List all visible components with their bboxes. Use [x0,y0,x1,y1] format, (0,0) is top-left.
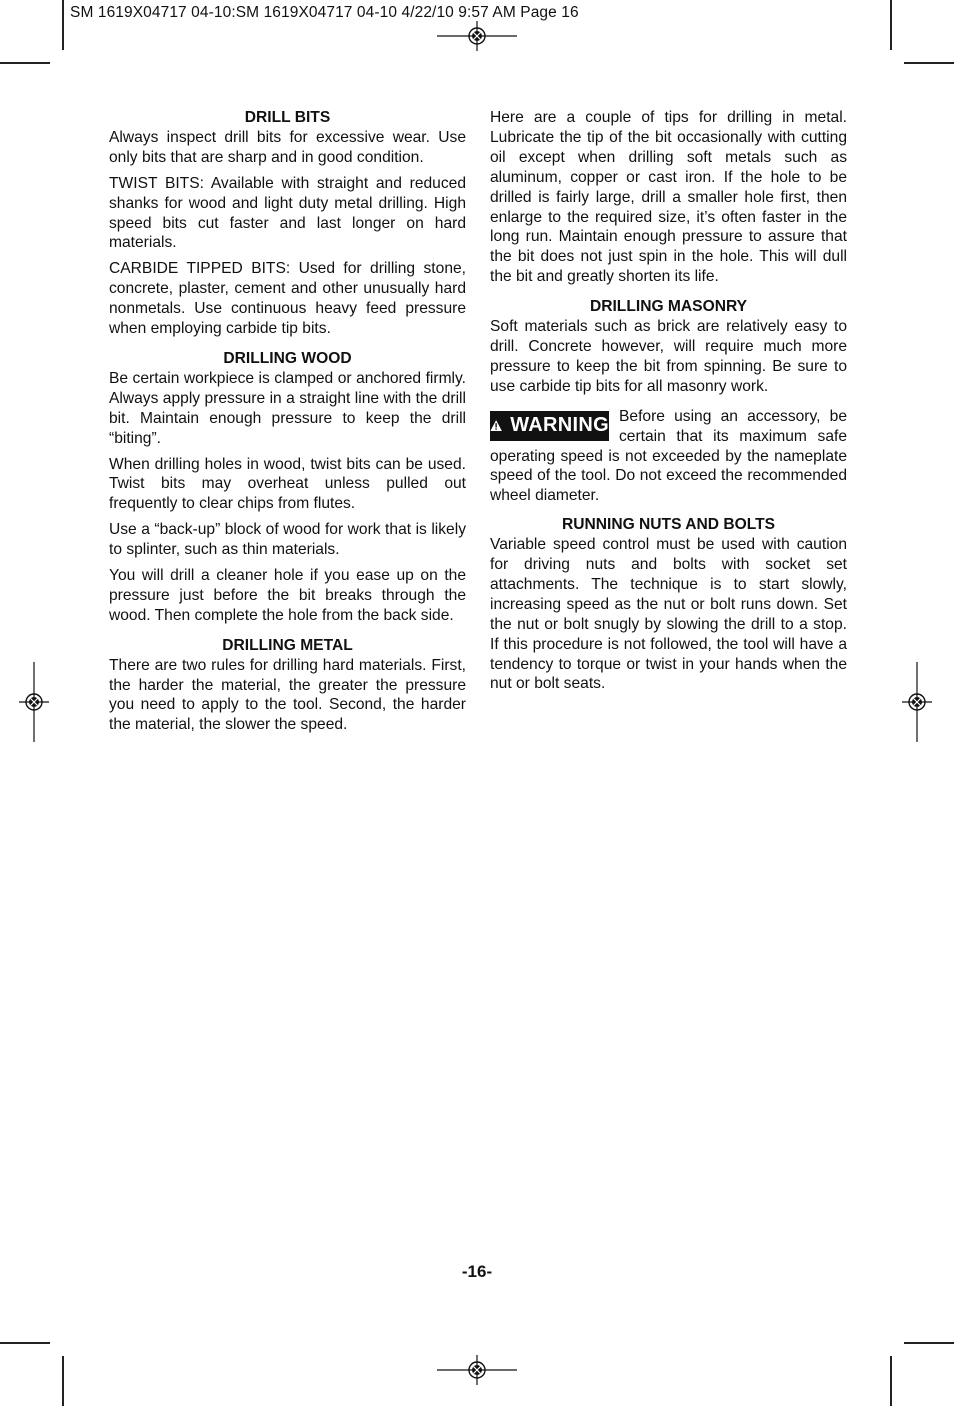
crop-mark-top-left-v [62,0,64,50]
warning-badge [490,411,609,441]
paragraph-carbide-bits: CARBIDE TIPPED BITS: Used for drilling stone, concrete, plaster, cement and other unusually hard nonmetals. Use continuous heavy feed pressure when employing carbide tip bits. [109,260,466,338]
paragraph-running-nuts-bolts: Variable speed control must be used with caution for driving nuts and bolts with socket set attachments. The technique is to start slowly, increasing speed as the nut or bolt runs down. Set the nut or bolt snugly by slowing the drill to a stop. If this procedure is not followed, the tool will have a tendency to torque or twist in your hands when the nut or bolt seats. [490,536,847,693]
paragraph-metal-tips: Here are a couple of tips for drilling in metal. Lubricate the tip of the bit occasionally with cutting oil except when drilling soft metals such as aluminum, copper or cast iron. If the hole to be drilled is fairly large, drill a smaller hole first, then enlarge to the required size, it’s often faster in the long run. Maintain enough pressure to assure that the bit does not just spin in the hole. This will dull the bit and greatly shorten its life. [490,109,847,286]
warning-triangle-icon [490,417,502,434]
paragraph-metal-rules: There are two rules for drilling hard materials. First, the harder the material, the greater the pressure you need to apply to the tool. Second, the harder the material, the slower the speed. [109,656,466,734]
crop-mark-bottom-right-v [890,1356,892,1406]
paragraph-drill-bits-inspect: Always inspect drill bits for excessive wear. Use only bits that are sharp and in good condition. [109,128,466,166]
heading-drilling-metal: DRILLING METAL [222,636,353,654]
crop-mark-top-right-v [890,0,892,50]
paragraph-wood-clamp: Be certain workpiece is clamped or anchored firmly. Always apply pressure in a straight line with the drill bit. Maintain enough pressure to keep the drill “biting”. [109,369,466,447]
heading-drilling-wood: DRILLING WOOD [223,349,352,367]
paragraph-wood-backup-block: Use a “back-up” block of wood for work that is likely to splinter, such as thin materials. [109,521,466,559]
crop-mark-bottom-left-v [62,1356,64,1406]
warning-block [490,407,847,507]
heading-drilling-masonry: DRILLING MASONRY [589,298,748,316]
crop-mark-top-right-h [904,62,954,64]
crop-mark-bottom-right-h [904,1342,954,1344]
warning-label: WARNING [510,413,609,436]
paragraph-wood-twist-bits: When drilling holes in wood, twist bits can be used. Twist bits may overheat unless pulled out frequently to clear chips from flutes. [109,455,466,513]
crop-mark-top-left-h [0,62,50,64]
print-slug: SM 1619X04717 04-10:SM 1619X04717 04-10 4/22/10 9:57 AM Page 16 [70,4,579,21]
right-column [490,108,847,700]
warning-text: Before using an accessory, be certain that its maximum safe operating speed is not exceeded by the nameplate speed of the tool. Do not exceed the recommended wheel diameter. [490,407,847,505]
heading-running-nuts-bolts: RUNNING NUTS AND BOLTS [561,516,776,534]
crop-mark-bottom-left-h [0,1342,50,1344]
heading-drill-bits: DRILL BITS [244,109,331,126]
paragraph-wood-cleaner-hole: You will drill a cleaner hole if you ease up on the pressure just before the bit breaks through the wood. Then complete the hole from the back side. [109,567,466,624]
paragraph-masonry: Soft materials such as brick are relatively easy to drill. Concrete however, will require much more pressure to keep the bit from spinning. Be sure to use carbide tip bits for all masonry work. [490,318,847,395]
registration-mark-left-icon [19,662,49,742]
registration-mark-bottom-icon [437,1355,517,1385]
registration-mark-top-icon [437,21,517,51]
left-column [109,108,466,741]
registration-mark-right-icon [902,662,932,742]
paragraph-twist-bits: TWIST BITS: Available with straight and reduced shanks for wood and light duty metal drilling. High speed bits cut faster and last longer on hard materials. [109,174,466,252]
page-number: -16- [461,1262,493,1281]
